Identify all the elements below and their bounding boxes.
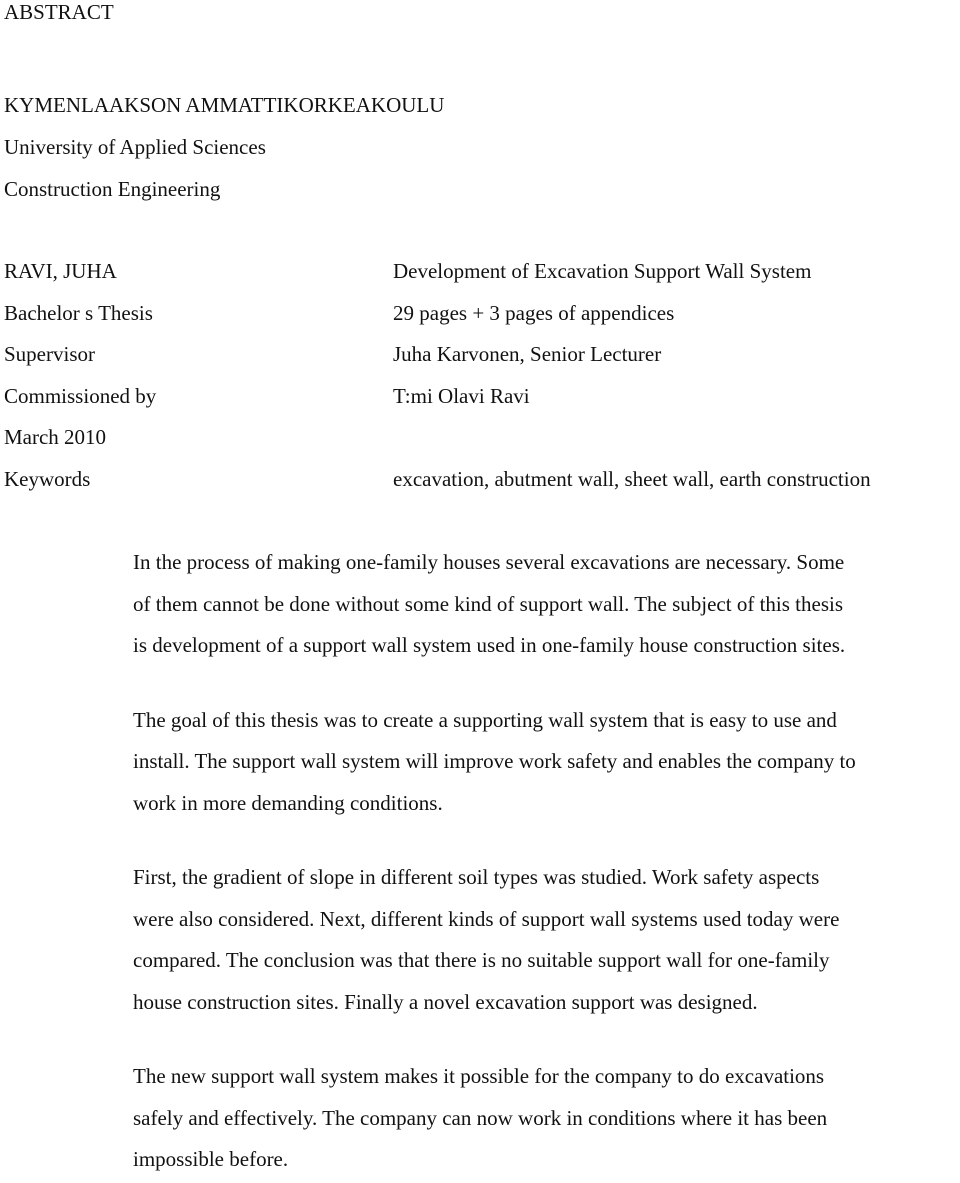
institution-name: KYMENLAAKSON AMMATTIKORKEAKOULU <box>4 93 445 117</box>
institution-block <box>4 85 444 211</box>
text-line: safely and effectively. The company can now work in conditions where it has been <box>133 1105 828 1130</box>
thesis-type-label: Bachelor s Thesis <box>4 300 153 325</box>
text-line: is development of a support wall system used in one-family house construction sites. <box>133 633 846 657</box>
abstract-paragraph <box>133 700 959 825</box>
keywords-label: Keywords <box>4 466 91 491</box>
text-line: of them cannot be done without some kind of support wall. The subject of this thesis <box>133 591 844 616</box>
abstract-paragraph <box>133 1056 959 1181</box>
meta-row-thesis-type <box>4 293 954 335</box>
commissioned-value: T:mi Olavi Ravi <box>393 383 530 408</box>
meta-row-commissioned <box>4 376 954 418</box>
institution-subtitle: University of Applied Sciences <box>4 135 266 159</box>
meta-row-keywords <box>4 459 954 501</box>
text-line: compared. The conclusion was that there is no suitable support wall for one-family <box>133 948 830 972</box>
text-line: The new support wall system makes it possible for the company to do excavations <box>133 1064 825 1088</box>
thesis-date: March 2010 <box>4 425 107 449</box>
keywords-value: excavation, abutment wall, sheet wall, earth construction <box>393 466 871 491</box>
supervisor-label: Supervisor <box>4 342 95 366</box>
text-line: impossible before. <box>133 1147 289 1171</box>
text-line: The goal of this thesis was to create a supporting wall system that is easy to use and <box>133 707 837 732</box>
meta-row-date <box>4 417 954 459</box>
thesis-metadata <box>4 251 954 500</box>
text-line: In the process of making one-family houses several excavations are necessary. Some <box>133 550 845 574</box>
text-line: install. The support wall system will improve work safety and enables the company to <box>133 749 856 773</box>
abstract-body <box>133 542 959 1181</box>
thesis-title: Development of Excavation Support Wall System <box>393 259 812 283</box>
department-name: Construction Engineering <box>4 177 221 201</box>
text-line: work in more demanding conditions. <box>133 790 443 815</box>
commissioned-label: Commissioned by <box>4 383 157 408</box>
abstract-paragraph <box>133 542 959 667</box>
page-count: 29 pages + 3 pages of appendices <box>393 300 675 325</box>
text-line: First, the gradient of slope in different soil types was studied. Work safety aspects <box>133 865 820 889</box>
author-name: RAVI, JUHA <box>4 259 117 283</box>
abstract-paragraph <box>133 857 959 1023</box>
meta-row-author <box>4 251 954 293</box>
meta-row-supervisor <box>4 334 954 376</box>
supervisor-value: Juha Karvonen, Senior Lecturer <box>393 342 662 366</box>
page-title: ABSTRACT <box>4 0 114 24</box>
text-line: house construction sites. Finally a novel excavation support was designed. <box>133 989 758 1014</box>
text-line: were also considered. Next, different kinds of support wall systems used today were <box>133 906 840 931</box>
